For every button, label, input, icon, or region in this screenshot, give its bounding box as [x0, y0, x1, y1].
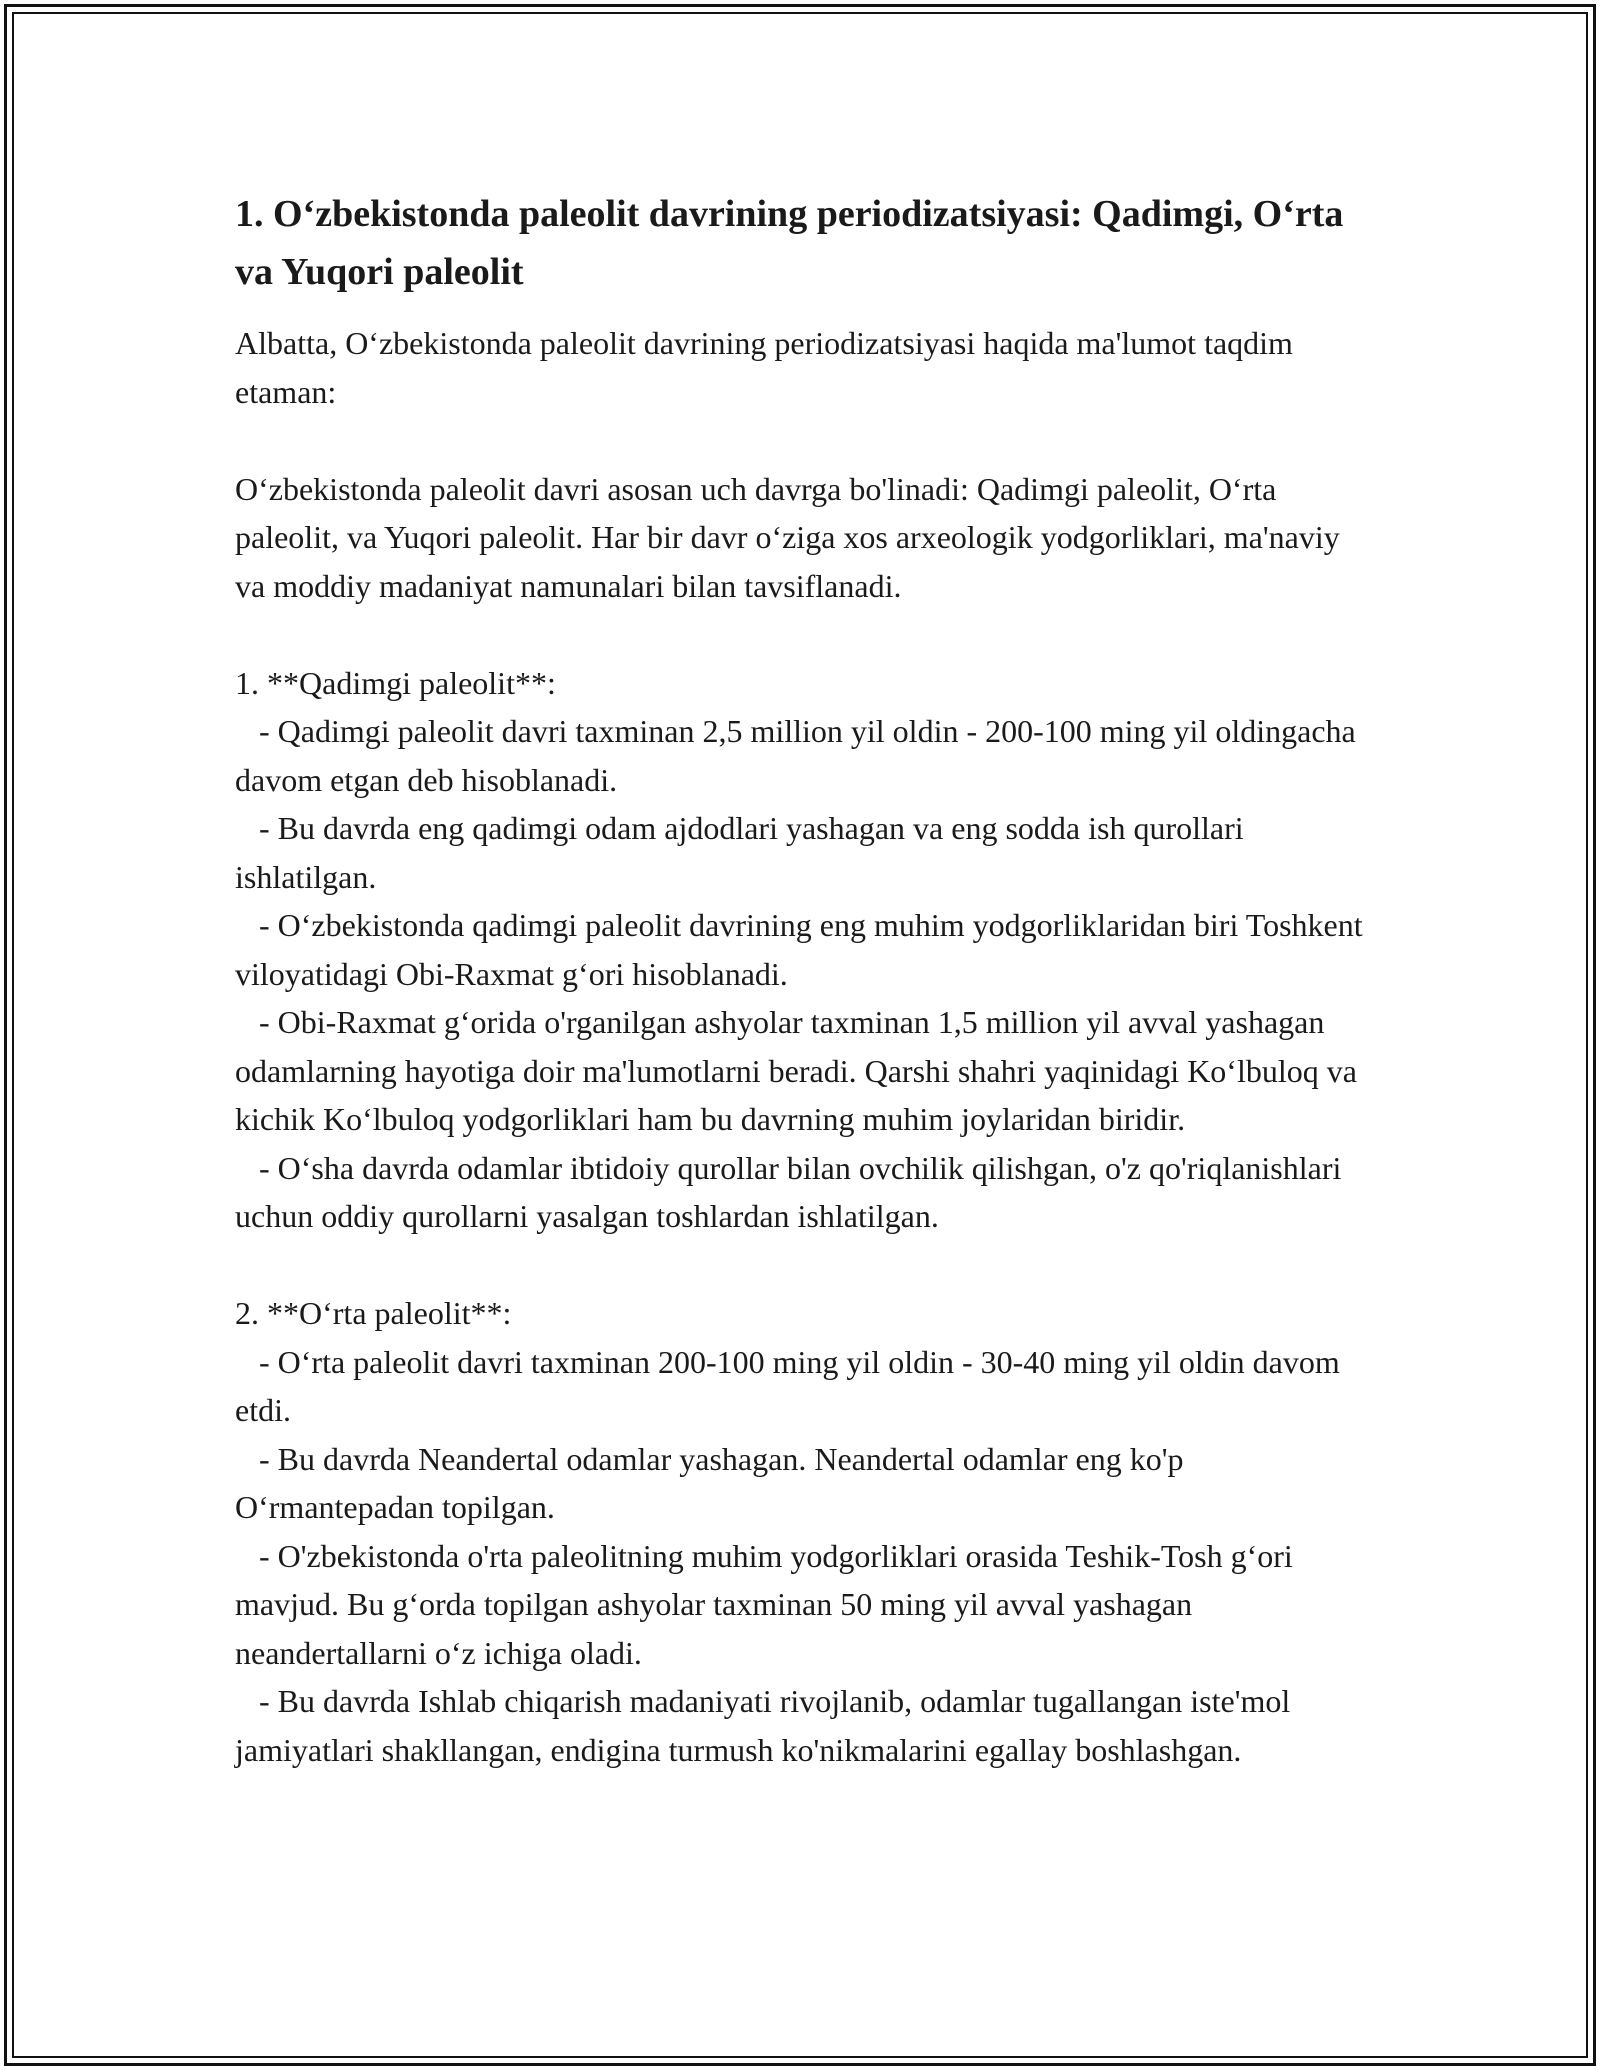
section-heading-orta: 2. **O‘rta paleolit**: [235, 1295, 512, 1331]
list-item: - Qadimgi paleolit davri taxminan 2,5 million yil oldin - 200-100 ming yil oldingacha davom etgan deb hisoblanadi. [235, 713, 1364, 798]
list-item: - O'zbekistonda o'rta paleolitning muhim yodgorliklari orasida Teshik-Tosh g‘ori mavjud. Bu g‘orda topilgan ashyolar taxminan 50 ming yil avval yashagan neandertallarni o‘z ichiga oladi. [235, 1537, 1301, 1671]
overview-paragraph: O‘zbekistonda paleolit davri asosan uch davrga bo'linadi: Qadimgi paleolit, O‘rta paleolit, va Yuqori paleolit. Har bir davr o‘ziga xos arxeologik yodgorliklari, ma'naviy va moddiy madaniyat namunalari bilan tavsiflanadi. [235, 470, 1348, 604]
list-item: - Bu davrda Ishlab chiqarish madaniyati rivojlanib, odamlar tugallangan iste'mol jamiyatlari shakllangan, endigina turmush ko'nikmalarini egallay boshlashgan. [235, 1683, 1299, 1768]
list-item: - O‘zbekistonda qadimgi paleolit davrining eng muhim yodgorliklaridan biri Toshkent viloyatidagi Obi-Raxmat g‘ori hisoblanadi. [235, 907, 1371, 992]
document-body [235, 319, 1375, 1774]
section-heading-qadimgi: 1. **Qadimgi paleolit**: [235, 664, 556, 701]
list-item: - Obi-Raxmat g‘orida o'rganilgan ashyolar taxminan 1,5 million yil avval yashagan odamlarning hayotiga doir ma'lumotlarni beradi. Qarshi shahri yaqinidagi Ko‘lbuloq va kichik Ko‘lbuloq yodgorliklari ham bu davrning muhim joylaridan biridir. [235, 1004, 1365, 1137]
document-content [235, 185, 1375, 1774]
list-item: - Bu davrda eng qadimgi odam ajdodlari yashagan va eng sodda ish qurollari ishlatilgan. [235, 810, 1252, 895]
list-item: - Bu davrda Neandertal odamlar yashagan. Neandertal odamlar eng ko'p O‘rmantepadan topilgan. [235, 1440, 1192, 1525]
list-item: - O‘sha davrda odamlar ibtidoiy qurollar bilan ovchilik qilishgan, o'z qo'riqlanishlari uchun oddiy qurollarni yasalgan toshlardan ishlatilgan. [235, 1149, 1350, 1234]
intro-paragraph: Albatta, O‘zbekistonda paleolit davrining periodizatsiyasi haqida ma'lumot taqdim etaman: [235, 325, 1301, 410]
document-title: 1. O‘zbekistonda paleolit davrining periodizatsiyasi: Qadimgi, O‘rta va Yuqori paleolit [235, 193, 1344, 293]
list-item: - O‘rta paleolit davri taxminan 200-100 ming yil oldin - 30-40 ming yil oldin davom etdi. [235, 1343, 1348, 1428]
